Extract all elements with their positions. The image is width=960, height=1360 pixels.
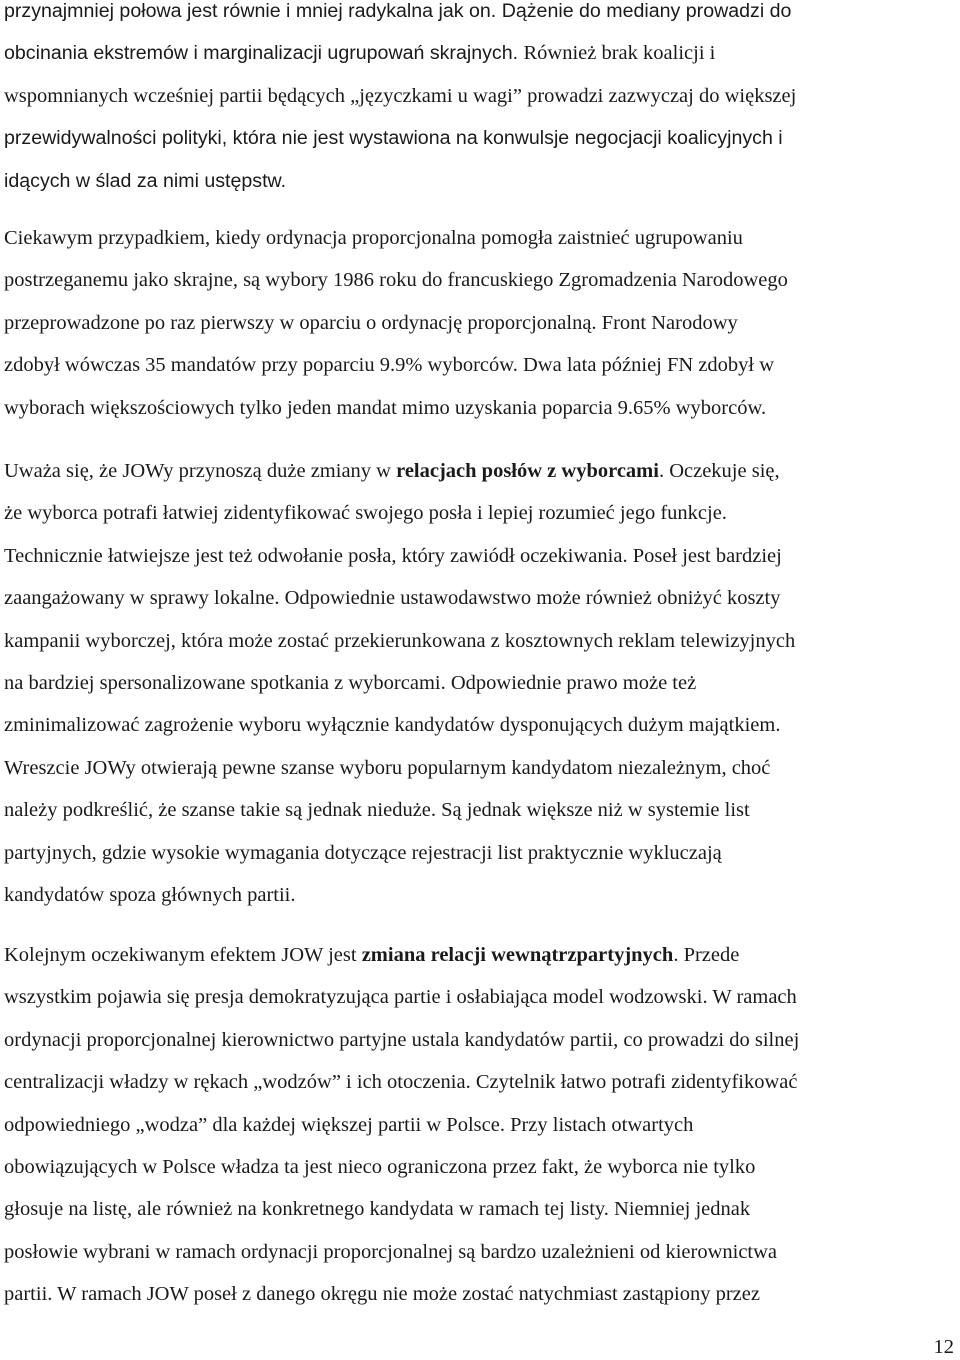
text-line [4, 0, 954, 32]
text-segment: . Oczekuje się, [658, 460, 780, 482]
text-line [4, 1146, 954, 1188]
text-segment: należy podkreślić, że szanse takie są jednak nieduże. Są jednak większe niż w systemie list [4, 799, 750, 822]
text-line [4, 259, 954, 301]
text-segment: Uważa się, że JOWy przynoszą duże zmiany w [4, 460, 397, 482]
text-segment: zdobył wówczas 35 mandatów przy poparciu 9.9% wyborców. Dwa lata później FN zdobył w [4, 354, 775, 377]
text-segment: wspomnianych wcześniej partii będących „języczkami u wagi” prowadzi zazwyczaj do większej [4, 84, 797, 107]
text-segment: Dążenie do mediany prowadzi do [501, 0, 792, 22]
paragraph-1 [4, 0, 954, 202]
text-line [4, 874, 954, 916]
text-segment: obowiązujących w Polsce władza ta jest nieco ograniczona przez fakt, że wyborca nie tylko [4, 1155, 756, 1178]
text-line [4, 976, 954, 1018]
text-line [4, 450, 954, 492]
text-segment: Kolejnym oczekiwanym efektem JOW jest [4, 944, 362, 966]
text-segment: na bardziej spersonalizowane spotkania z wyborcami. Odpowiednie prawo może też [4, 671, 697, 694]
text-line [4, 1273, 954, 1315]
text-line [4, 344, 954, 386]
text-segment: centralizacji władzy w rękach „wodzów” i ich otoczenia. Czytelnik łatwo potrafi zidentyfikować [4, 1071, 798, 1094]
bold-phrase: zmiana relacji wewnątrzpartyjnych [361, 944, 674, 966]
text-segment: Również brak koalicji i [523, 42, 716, 65]
text-line [4, 1231, 954, 1273]
text-segment: wszystkim pojawia się presja demokratyzująca partie i osłabiająca model wodzowski. W ramach [4, 986, 797, 1009]
text-segment: głosuje na listę, ale również na konkretnego kandydata w ramach tej listy. Niemniej jednak [4, 1198, 751, 1221]
text-segment: przeprowadzone po raz pierwszy w oparciu o ordynację proporcjonalną. Front Narodowy [4, 311, 738, 334]
text-segment: partii. W ramach JOW poseł z danego okręgu nie może zostać natychmiast zastąpiony przez [4, 1283, 760, 1306]
paragraph-2 [4, 217, 954, 429]
text-segment: . Przede [673, 944, 740, 966]
text-line [4, 32, 954, 74]
text-line [4, 1188, 954, 1230]
text-line [4, 747, 954, 789]
text-line [4, 934, 954, 976]
text-segment: Technicznie łatwiejsze jest też odwołanie posła, który zawiódł oczekiwania. Poseł jest bardziej [4, 544, 782, 567]
text-line [4, 75, 954, 117]
paragraph-3 [4, 450, 954, 916]
text-line [4, 620, 954, 662]
text-segment: partyjnych, gdzie wysokie wymagania dotyczące rejestracji list praktycznie wykluczają [4, 841, 722, 864]
text-line [4, 1104, 954, 1146]
text-segment: wyborach większościowych tylko jeden mandat mimo uzyskania poparcia 9.65% wyborców. [4, 396, 767, 419]
text-line [4, 1019, 954, 1061]
text-segment: przynajmniej połowa jest równie i mniej radykalna jak on. [4, 0, 502, 22]
text-line [4, 492, 954, 534]
text-line [4, 535, 954, 577]
text-segment: ordynacji proporcjonalnej kierownictwo partyjne ustala kandydatów partii, co prowadzi do silnej [4, 1028, 800, 1051]
text-line [4, 704, 954, 746]
text-segment: zaangażowany w sprawy lokalne. Odpowiednie ustawodawstwo może również obniżyć koszty [4, 587, 781, 610]
text-line [4, 387, 954, 429]
text-segment: idących w ślad za nimi ustępstw. [4, 169, 287, 192]
text-segment: kampanii wyborczej, która może zostać przekierunkowana z kosztownych reklam telewizyjnych [4, 629, 796, 652]
text-line [4, 662, 954, 704]
text-line [4, 217, 954, 259]
page-number: 12 [933, 1336, 954, 1358]
text-line [4, 160, 954, 202]
text-segment: zminimalizować zagrożenie wyboru wyłącznie kandydatów dysponujących dużym majątkiem. [4, 714, 781, 737]
text-line [4, 789, 954, 831]
text-segment: Ciekawym przypadkiem, kiedy ordynacja proporcjonalna pomogła zaistnieć ugrupowaniu [4, 227, 743, 249]
text-segment: posłowie wybrani w ramach ordynacji proporcjonalnej są bardzo uzależnieni od kierownictwa [4, 1240, 778, 1263]
text-segment: odpowiedniego „wodza” dla każdej większej partii w Polsce. Przy listach otwartych [4, 1113, 694, 1136]
text-segment: postrzeganemu jako skrajne, są wybory 1986 roku do francuskiego Zgromadzenia Narodowego [4, 269, 788, 292]
text-line [4, 1061, 954, 1103]
text-line [4, 832, 954, 874]
text-line [4, 117, 954, 159]
text-line [4, 577, 954, 619]
paragraph-4 [4, 934, 954, 1316]
text-line [4, 302, 954, 344]
text-segment: że wyborca potrafi łatwiej zidentyfikować swojego posła i lepiej rozumieć jego funkcje. [4, 502, 727, 525]
bold-phrase: relacjach posłów z wyborcami [396, 460, 659, 482]
text-segment: Wreszcie JOWy otwierają pewne szanse wyboru popularnym kandydatom niezależnym, choć [4, 756, 771, 779]
text-segment: przewidywalności polityki, która nie jest wystawiona na konwulsje negocjacji koalicyjnych i [4, 127, 783, 150]
text-segment: kandydatów spoza głównych partii. [4, 883, 296, 906]
text-segment: obcinania ekstremów i marginalizacji ugrupowań skrajnych. [4, 42, 524, 65]
